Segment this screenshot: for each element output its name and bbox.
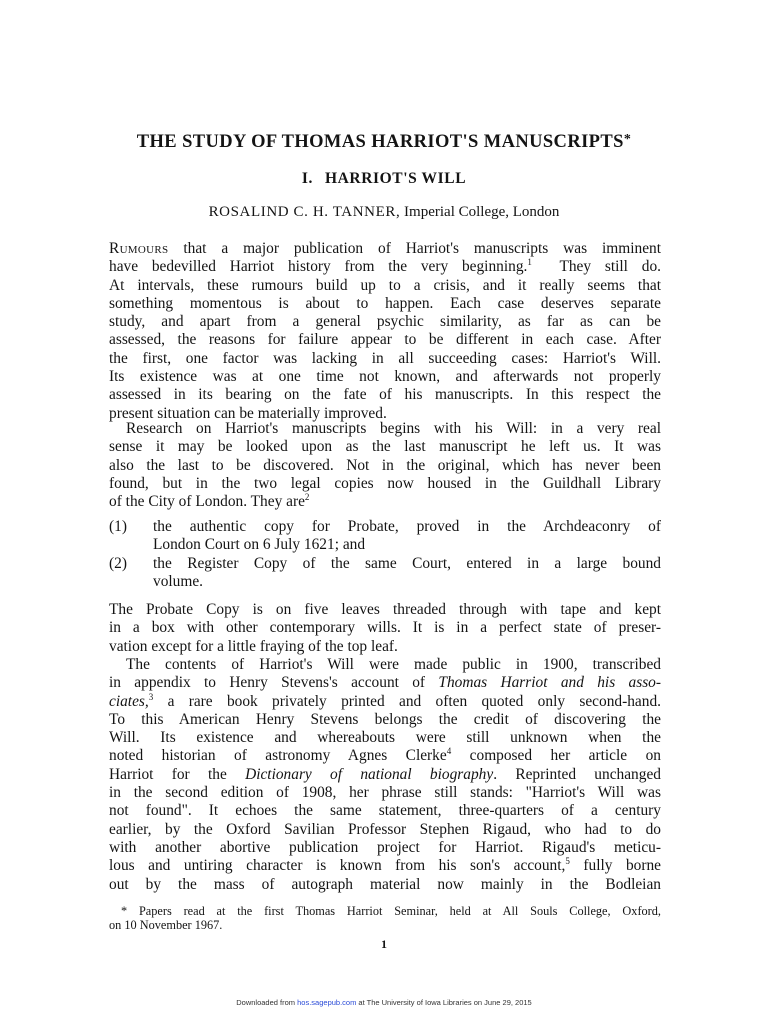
author-affiliation: Imperial College, London	[404, 204, 560, 220]
text-line: To this American Henry Stevens belongs the credit of discovering the	[109, 710, 661, 728]
text-line: also the last to be discovered. Not in the original, which has never been	[109, 456, 661, 474]
list-label: (1)	[109, 518, 127, 535]
footnote-ref-2: 2	[304, 492, 310, 503]
footnote-ref-5: 5	[565, 856, 570, 867]
text-line: noted historian of astronomy Agnes Clerke$^4$ composed her article on	[109, 746, 661, 765]
text-line: vation except for a little fraying of the top leaf.	[109, 637, 398, 655]
title-footnote-marker: *	[623, 132, 632, 147]
text-line: in appendix to Henry Stevens's account of Thomas Harriot and his asso-	[109, 674, 662, 692]
list-text-cont: London Court on 6 July 1621; and	[153, 536, 366, 554]
footnote-ref-1: 1	[527, 257, 532, 268]
text-line: out by the mass of autograph material now mainly in the Bodleian	[109, 875, 661, 893]
text-line: study, and apart from a general psychic similarity, as far as can be	[109, 313, 661, 331]
book-title-cont: ciates,	[109, 692, 149, 710]
copies-list	[109, 518, 661, 591]
paragraph-1	[109, 240, 661, 423]
text-line: The contents of Harriot's Will were made public in 1900, transcribed	[126, 656, 661, 673]
text-line: assessed in its bearing on the fate of his manuscripts. In this respect the	[109, 386, 661, 404]
text-line: assessed, the reasons for failure appear to be different in each case. After	[109, 331, 661, 349]
text-line: the first, one factor was lacking in all succeeding cases: Harriot's Will.	[109, 349, 661, 367]
article-title	[0, 132, 768, 153]
list-text-cont: volume.	[153, 572, 204, 590]
text-line: The Probate Copy is on five leaves threaded through with tape and kept	[109, 601, 661, 618]
section-heading	[0, 170, 768, 188]
text-line: lous and untiring character is known from his son's account,$^5$ fully borne	[109, 856, 661, 875]
footnote	[109, 904, 661, 932]
text-line: with another abortive publication project for Harriot. Rigaud's meticu-	[109, 838, 661, 856]
text-line: Its existence was at one time not known, and afterwards not properly	[109, 368, 661, 386]
footnote-ref-3: 3	[148, 691, 154, 702]
text-line: Will. Its existence and whereabouts were still unknown when the	[109, 729, 661, 747]
list-label: (2)	[109, 554, 127, 572]
paragraph-4	[109, 656, 661, 894]
text-line: present situation can be materially improved.	[109, 404, 387, 422]
text-line: earlier, by the Oxford Savilian Professor Stephen Rigaud, who had to do	[109, 820, 661, 838]
drop-word: Rumours	[109, 240, 169, 257]
text-line: not found". It echoes the same statement, three-quarters of a century	[109, 802, 661, 820]
footnote-marker: *	[121, 904, 128, 918]
footnote-line: * Papers read at the first Thomas Harriot Seminar, held at All Souls College, Oxford,	[121, 904, 661, 918]
text-line: in the second edition of 1908, her phrase still stands: "Harriot's Will was	[109, 784, 661, 802]
text-line: sense it may be looked upon as the last manuscript he left us. It was	[109, 438, 661, 456]
author-line	[0, 204, 768, 221]
list-text: the authentic copy for Probate, proved in the Archdeaconry of	[153, 518, 661, 535]
list-text: the Register Copy of the same Court, entered in a large bound	[153, 554, 661, 572]
list-item	[109, 518, 661, 536]
paragraph-2	[109, 420, 661, 511]
page-number: 1	[381, 937, 387, 951]
text-line: Rumours that a major publication of Harriot's manuscripts was imminent	[109, 240, 661, 257]
source-link[interactable]: hos.sagepub.com	[297, 998, 357, 1007]
text-line: ciates,$^3$ a rare book privately printed and often quoted only second-hand.	[109, 691, 661, 710]
footnote-line: on 10 November 1967.	[109, 918, 223, 932]
paragraph-3	[109, 601, 661, 656]
download-notice: Downloaded from hos.sagepub.com at The University of Iowa Libraries on June 29, 2015	[236, 998, 532, 1007]
text-line: something momentous is about to happen. Each case deserves separate	[109, 294, 661, 312]
text-line: Harriot for the Dictionary of national biography. Reprinted unchanged	[109, 765, 661, 783]
section-number: I.	[301, 170, 313, 187]
reference-title: Dictionary of national biography	[245, 765, 494, 783]
text-line: found, but in the two legal copies now housed in the Guildhall Library	[109, 474, 661, 492]
author-name: ROSALIND C. H. TANNER,	[208, 204, 401, 220]
text-line: Research on Harriot's manuscripts begins with his Will: in a very real	[126, 420, 661, 437]
text-line: of the City of London. They are$^2$	[109, 492, 310, 511]
list-item	[109, 555, 661, 573]
text-line: have bedevilled Harriot history from the very beginning.$^1$ They still do.	[109, 257, 661, 276]
section-title: HARRIOT'S WILL	[324, 170, 467, 187]
text-line: At intervals, these rumours build up to a crisis, and it really seems that	[109, 276, 661, 294]
footnote-ref-4: 4	[446, 746, 452, 757]
article-title-text: THE STUDY OF THOMAS HARRIOT'S MANUSCRIPTS	[136, 132, 624, 152]
book-title: Thomas Harriot and his asso-	[438, 674, 662, 692]
text-line: in a box with other contemporary wills. It is in a perfect state of preser-	[109, 619, 661, 637]
